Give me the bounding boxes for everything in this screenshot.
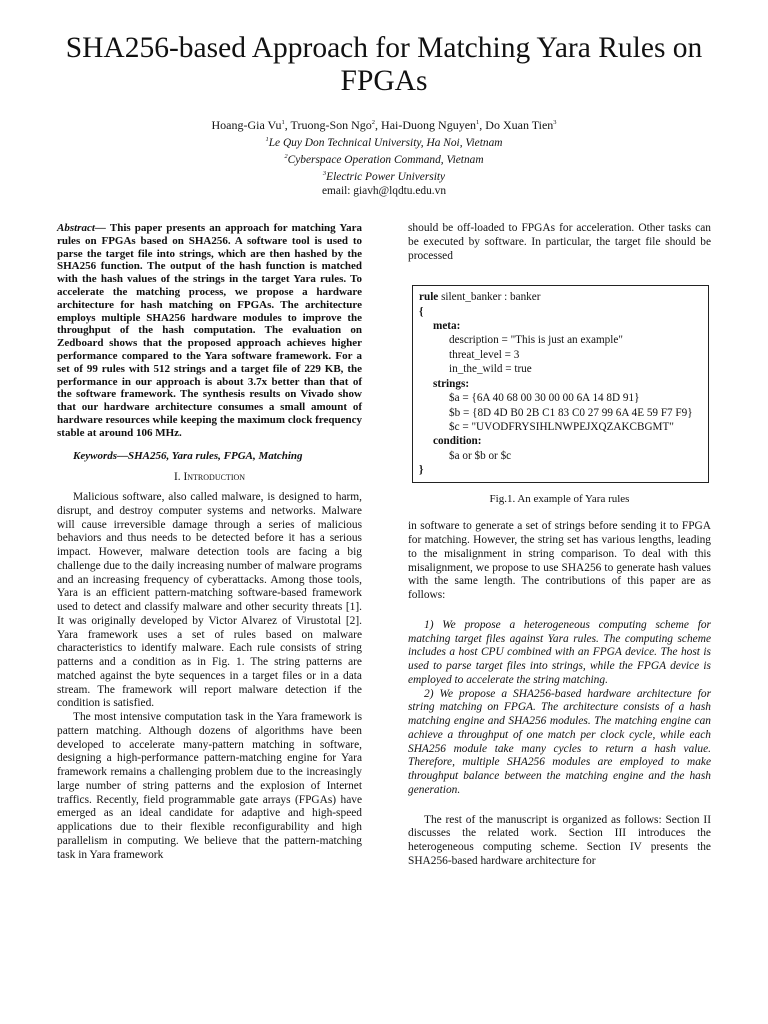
paper-title: SHA256-based Approach for Matching Yara Rules on FPGAs — [65, 32, 703, 97]
affiliation-3: $^3$Electric Power University — [322, 170, 446, 184]
string-line: $b = {8D 4D B0 2B C1 83 C0 27 99 6A 4E 59 F7 F9} — [449, 406, 693, 419]
meta-keyword: meta: — [433, 320, 461, 333]
author-names: Hoang-Gia Vu$^1$, Truong-Son Ngo$^2$, Hai-Duong Nguyen$^1$, Do Xuan Tien$^3$ — [211, 118, 557, 132]
author-name: Do Xuan Tien — [485, 118, 554, 132]
meta-line: description = "This is just an example" — [449, 334, 623, 347]
right-column — [408, 222, 711, 869]
meta-line: threat_level = 3 — [449, 348, 520, 361]
yara-rule-figure — [412, 285, 709, 482]
abstract — [57, 222, 362, 440]
contribution-item: 2) We propose a SHA256-based hardware architecture for string matching on FPGA. The architecture consists of a hash matching engine and SHA256 modules. The matching engine can achieve a throughput of one match per clock cycle, while each SHA256 module take many cycles to return a hash value. Therefore, multiple SHA256 modules are employed to make throughput balance between the matching engine and the hash generation. — [408, 687, 711, 796]
figure-caption: Fig.1. An example of Yara rules — [489, 492, 630, 505]
abstract-lead: Abstract— — [57, 222, 106, 234]
contribution-item: 1) We propose a heterogeneous computing scheme for matching target files against Yara rules. The computing scheme includes a host CPU combined with an FPGA device. The host is used to parse target files into strings, while the FPGA device is employed to accelerate the string matching. — [408, 618, 711, 686]
condition-keyword: condition: — [433, 435, 482, 448]
close-brace: } — [419, 464, 424, 477]
author-sup: 1 — [476, 119, 480, 126]
author-name: Truong-Son Ngo — [290, 118, 372, 132]
author-name: Hoang-Gia Vu — [211, 118, 282, 132]
author-sup: 1 — [281, 119, 285, 126]
strings-keyword: strings: — [433, 377, 470, 390]
spacer — [408, 798, 711, 814]
author-email: email: giavh@lqdtu.edu.vn — [321, 184, 447, 197]
affiliation-2: $^2$Cyberspace Operation Command, Vietnam — [284, 152, 484, 166]
right-top-paragraph: should be off-loaded to FPGAs for acceleration. Other tasks can be executed by software. In particular, the target file should be processed — [408, 222, 711, 262]
spacer — [408, 603, 711, 619]
intro-paragraph: The most intensive computation task in the Yara framework is pattern matching. Although dozens of algorithms have been developed to accelerate many-pattern matching in software, designing a high-performance pattern-matching engine for Yara framework remains a challenging problem due to the increasingly large number of string patterns and the explosion of Internet traffics. Recently, field programmable gate arrays (FPGAs) have emerged as an ideal candidate for adaptive and high-speed applications due to their flexible reconfigurability and high parallelism in computing. We believe that the pattern-matching task in Yara framework — [57, 711, 362, 861]
string-line: $c = "UVODFRYSIHLNWPEJXQZAKCBGMT" — [449, 420, 674, 433]
condition-line: $a or $b or $c — [449, 449, 512, 462]
rule-line: rule silent_banker : banker — [419, 291, 541, 304]
author-sup: 3 — [553, 119, 557, 126]
string-line: $a = {6A 40 68 00 30 00 00 6A 14 8D 91} — [449, 392, 640, 405]
author-sup: 2 — [371, 119, 376, 126]
keywords: Keywords—SHA256, Yara rules, FPGA, Matching — [73, 449, 303, 462]
section-heading-introduction: I. Introduction — [173, 471, 246, 484]
author-block — [100, 116, 668, 198]
right-paragraph: in software to generate a set of strings before sending it to FPGA for matching. However, the string set has various lengths, leading to the misalignment in string comparison. To deal with this misalignment, we propose to use SHA256 to generate hash values with the same length. The contributions of this paper are as follows: — [408, 520, 711, 602]
author-name: Hai-Duong Nguyen — [381, 118, 477, 132]
affiliation-1: $^1$Le Quy Don Technical University, Ha Noi, Vietnam — [265, 135, 503, 149]
meta-line: in_the_wild = true — [449, 363, 532, 376]
left-column — [57, 222, 362, 862]
intro-paragraph: Malicious software, also called malware, is designed to harm, disrupt, and destroy computer systems and networks. Malware will cause irreversible damage through a series of malicious behaviors and thus needs to be detected before it has a serious impact. However, malware detection tools are facing a big challenge due to the daily increasing number of malware programs and an increasing frequency of cyberattacks. Among those tools, Yara is an efficient pattern-matching software-based framework used to detect and classify malware and other security threats [1]. It was originally developed by Victor Alvarez of Virustotal [2]. Yara framework uses a set of rules based on malware characteristics to identify malware. Each rule consists of string patterns and a condition as in Fig. 1. The string patterns are matched against the byte sequences in a target files or in a data stream. The framework will report malware detection if the condition is satisfied. — [57, 491, 362, 710]
open-brace: { — [419, 305, 424, 318]
right-paragraph: The rest of the manuscript is organized as follows: Section II discusses the related work. Section III introduces the heterogeneous computing scheme. Section IV presents the SHA256-based hardware architecture for — [408, 813, 711, 867]
abstract-text: This paper presents an approach for matching Yara rules on FPGAs based on SHA256. A software tool is used to parse the target file into strings, which are then hashed by the SHA256 function. The output of the hash function is matched with the hash values of the strings in the target Yara rules. To accelerate the matching process, we propose a hardware architecture for hash matching on FPGAs. The architecture employs multiple SHA256 hardware modules to improve the throughput of the hash computation. The evaluation on Zedboard shows that the proposed approach achieves higher performance compared to the Yara software framework. For a set of 99 rules with 512 strings and a target file of 229 KB, the performance in our approach is about 3.7x better than that of the software framework. The synthesis results on Vivado show that our hardware architecture consumes a small amount of hardware resources while keeping the maximum clock frequency stable at around 106 MHz. — [57, 222, 362, 439]
